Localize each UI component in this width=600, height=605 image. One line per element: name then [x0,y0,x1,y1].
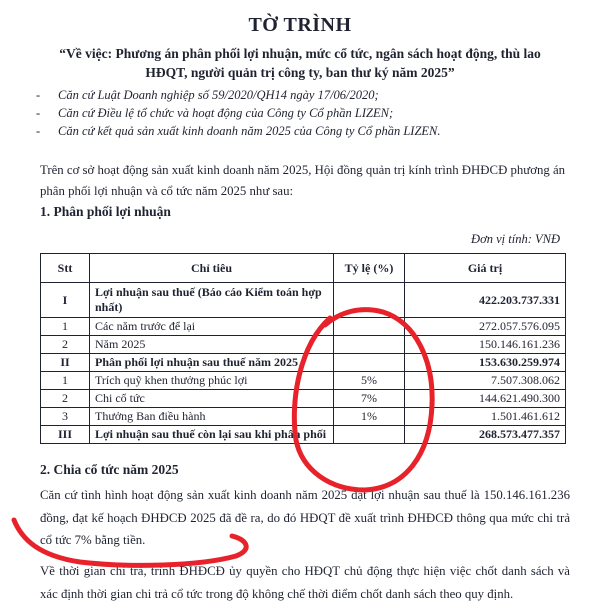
row-rate: 5% [334,372,405,390]
header-value: Giá trị [405,254,566,283]
profit-distribution-table [40,253,566,444]
legal-basis-item: - Căn cứ Điều lệ tổ chức và hoạt động của Công ty Cổ phần LIZEN; [36,104,576,122]
row-rate [334,354,405,372]
row-item: Lợi nhuận sau thuế còn lại sau khi phân phối [90,426,334,444]
legal-basis-item: - Căn cứ kết quả sản xuất kinh doanh năm 2025 của Công ty Cổ phần LIZEN. [36,122,576,140]
row-value: 150.146.161.236 [405,336,566,354]
table-row [41,354,566,372]
row-stt: 2 [41,336,90,354]
table-row [41,408,566,426]
row-stt: III [41,426,90,444]
dividend-paragraph: Căn cứ tình hình hoạt động sản xuất kinh doanh năm 2025 đạt lợi nhuận sau thuế là 150.146.161.236 đồng, đạt kế hoạch ĐHĐCĐ 2025 đã đề ra, do đó HĐQT đề xuất trình ĐHĐCĐ thông qua mức chi trả cổ tức 7% bằng tiền. [40,488,570,547]
legal-basis-item: - Căn cứ Luật Doanh nghiệp số 59/2020/QH14 ngày 17/06/2020; [36,86,576,104]
row-item: Lợi nhuận sau thuế (Báo cáo Kiểm toán hợp nhất) [90,283,334,318]
header-item: Chỉ tiêu [90,254,334,283]
row-rate [334,318,405,336]
document-title: TỜ TRÌNH [248,14,352,36]
section-heading-dividend: 2. Chia cổ tức năm 2025 [40,462,179,477]
table-row [41,318,566,336]
row-stt: 2 [41,390,90,408]
legal-basis-list [36,86,576,140]
row-rate [334,336,405,354]
row-rate: 1% [334,408,405,426]
currency-unit: Đơn vị tính: VNĐ [471,232,560,246]
row-value: 422.203.737.331 [405,283,566,318]
row-value: 268.573.477.357 [405,426,566,444]
section-heading-profit: 1. Phân phối lợi nhuận [40,204,171,219]
row-stt: II [41,354,90,372]
row-stt: 1 [41,372,90,390]
row-value: 1.501.461.612 [405,408,566,426]
row-rate: 7% [334,390,405,408]
row-item: Phân phối lợi nhuận sau thuế năm 2025 [90,354,334,372]
header-stt: Stt [41,254,90,283]
row-value: 153.630.259.974 [405,354,566,372]
row-item: Năm 2025 [90,336,334,354]
row-item: Các năm trước để lại [90,318,334,336]
row-value: 144.621.490.300 [405,390,566,408]
row-stt: I [41,283,90,318]
row-item: Chi cổ tức [90,390,334,408]
table-row [41,426,566,444]
table-row [41,336,566,354]
row-rate [334,283,405,318]
row-value: 7.507.308.062 [405,372,566,390]
timing-paragraph: Về thời gian chi trả, trình ĐHĐCĐ ủy quyền cho HĐQT chủ động thực hiện việc chốt danh sách và xác định thời gian chi trả cổ tức trong độ không chế thời điểm chốt danh sách theo quy định. [40,564,570,601]
row-value: 272.057.576.095 [405,318,566,336]
row-rate [334,426,405,444]
table-row [41,372,566,390]
row-item: Thưởng Ban điều hành [90,408,334,426]
table-row [41,283,566,318]
table-row [41,390,566,408]
row-stt: 3 [41,408,90,426]
row-item: Trích quỹ khen thưởng phúc lợi [90,372,334,390]
intro-paragraph: Trên cơ sở hoạt động sản xuất kinh doanh năm 2025, Hội đồng quản trị kính trình ĐHĐCĐ phương án phân phối lợi nhuận và cổ tức năm 2025 như sau: [40,163,566,198]
table-header-row [41,254,566,283]
header-rate: Tỷ lệ (%) [334,254,405,283]
row-stt: 1 [41,318,90,336]
document-subtitle: “Về việc: Phương án phân phối lợi nhuận, mức cổ tức, ngân sách hoạt động, thù lao HĐQT, người quản trị công ty, ban thư ký năm 2025” [59,46,541,80]
